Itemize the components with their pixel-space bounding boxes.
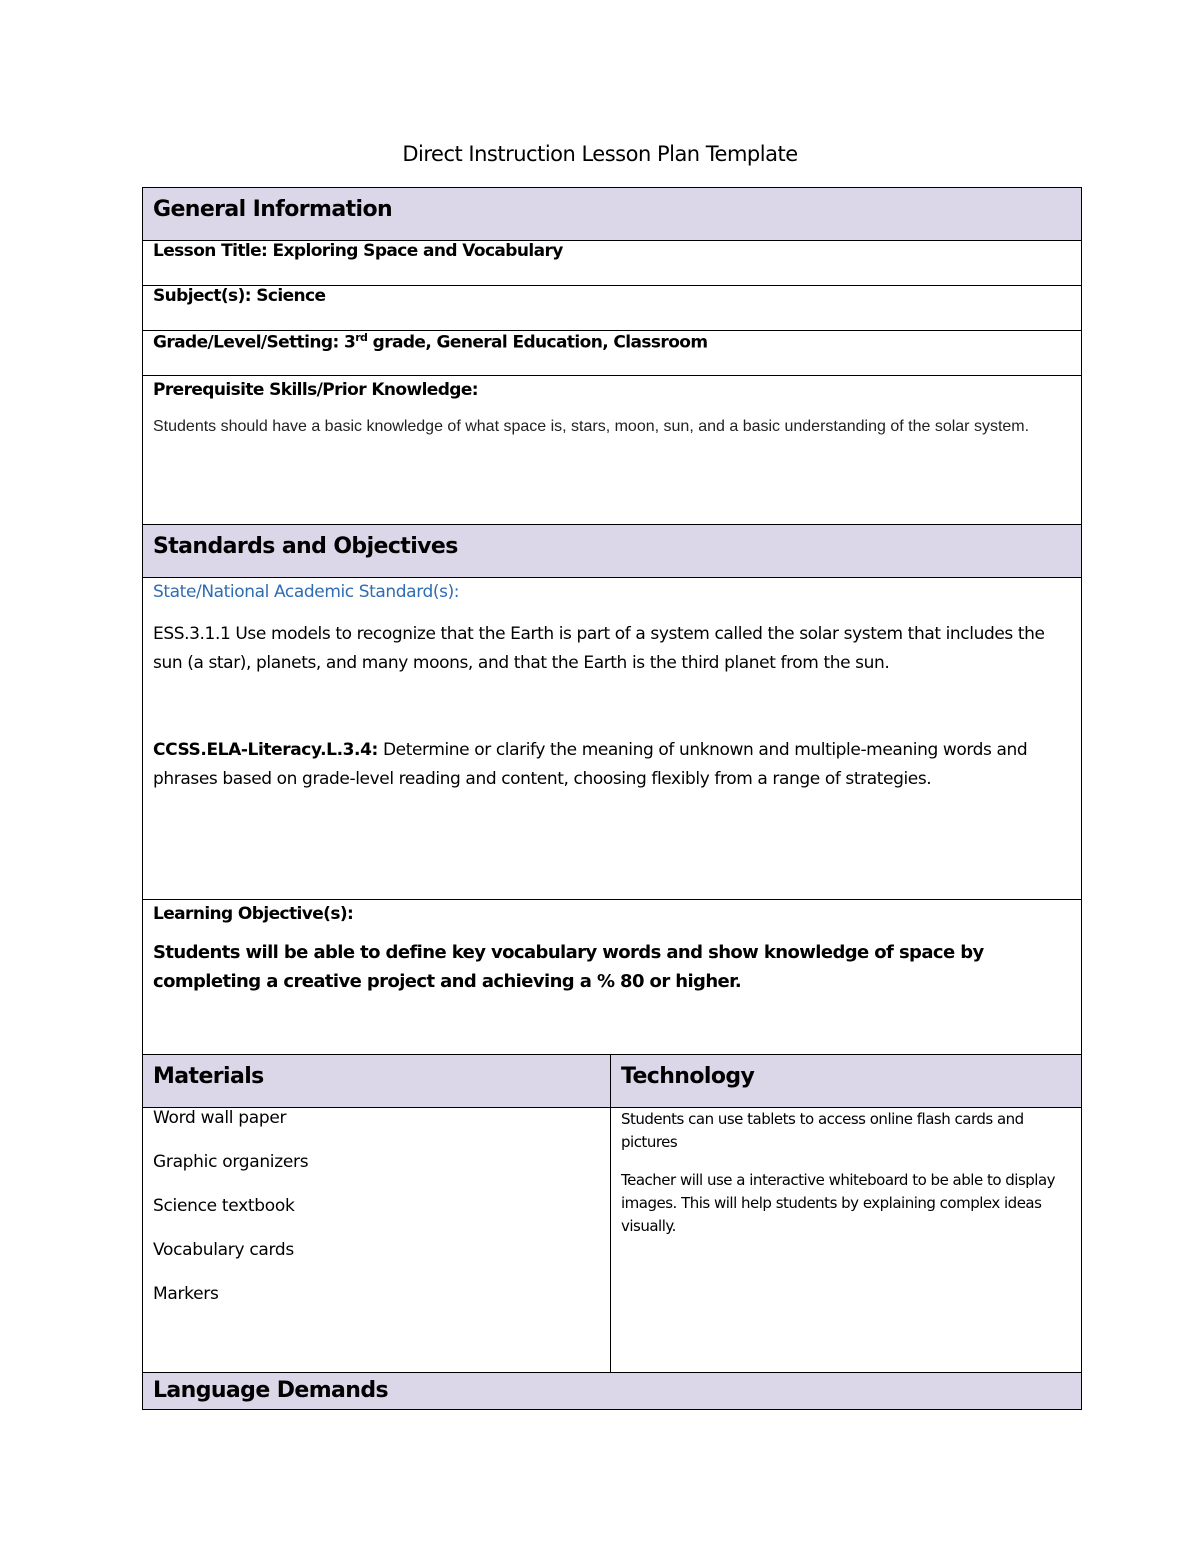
- grade-superscript: rd: [355, 331, 368, 344]
- general-information-header-row: [143, 188, 1082, 241]
- technology-cell: [611, 1108, 1082, 1373]
- objective-text: Students will be able to define key vocabulary words and show knowledge of space by completing a creative project and achieving a % 80 or higher.: [153, 942, 984, 992]
- grade-row: [143, 331, 1082, 376]
- language-demands-header-row: [143, 1373, 1082, 1410]
- prerequisite-text: Students should have a basic knowledge of what space is, stars, moon, sun, and a basic understanding of the solar system.: [153, 418, 1030, 435]
- technology-heading: Technology: [611, 1055, 1082, 1108]
- standard-ccss: [153, 736, 1071, 794]
- prerequisite-cell: [143, 376, 1082, 525]
- materials-technology-header-row: [143, 1055, 1082, 1108]
- lesson-plan-table: [142, 187, 1082, 1410]
- materials-cell: [143, 1108, 611, 1373]
- standard-ccss-text: Determine or clarify the meaning of unknown and multiple-meaning words and phrases based on grade-level reading and content, choosing flexibly from a range of strategies.: [153, 740, 1028, 789]
- standards-cell: [143, 578, 1082, 900]
- material-item: Word wall paper: [153, 1108, 287, 1128]
- objectives-cell: [143, 900, 1082, 1055]
- materials-technology-row: [143, 1108, 1082, 1373]
- material-item: Markers: [153, 1284, 219, 1304]
- grade-prefix: Grade/Level/Setting: 3: [153, 332, 356, 353]
- general-information-heading: General Information: [143, 188, 1082, 241]
- lesson-title-row: [143, 241, 1082, 286]
- standard-ess: ESS.3.1.1 Use models to recognize that the Earth is part of a system called the solar system that includes the sun (a star), planets, and many moons, and that the Earth is the third planet from the sun.: [153, 624, 1045, 673]
- prerequisite-label: Prerequisite Skills/Prior Knowledge:: [153, 380, 478, 400]
- technology-text-1: Students can use tablets to access online flash cards and pictures: [621, 1110, 1024, 1151]
- objectives-row: [143, 900, 1082, 1055]
- objective-label: Learning Objective(s):: [153, 904, 354, 924]
- materials-heading: Materials: [143, 1055, 611, 1108]
- subjects: Subject(s): Science: [143, 286, 1082, 331]
- standards-heading: Standards and Objectives: [143, 525, 1082, 578]
- standards-header-row: [143, 525, 1082, 578]
- standards-row: [143, 578, 1082, 900]
- subjects-row: [143, 286, 1082, 331]
- material-item: Vocabulary cards: [153, 1240, 294, 1260]
- standards-label: State/National Academic Standard(s):: [153, 582, 460, 602]
- material-item: Science textbook: [153, 1196, 295, 1216]
- prerequisite-row: [143, 376, 1082, 525]
- language-demands-heading: Language Demands: [143, 1373, 1082, 1410]
- material-item: Graphic organizers: [153, 1152, 309, 1172]
- document-title: Direct Instruction Lesson Plan Template: [402, 142, 798, 166]
- technology-text-2: Teacher will use a interactive whiteboard to be able to display images. This will help students by explaining complex ideas visually.: [621, 1171, 1056, 1235]
- grade-suffix: grade, General Education, Classroom: [367, 332, 708, 353]
- standard-ccss-code: CCSS.ELA-Literacy.L.3.4:: [153, 740, 378, 760]
- lesson-title: Lesson Title: Exploring Space and Vocabulary: [143, 241, 1082, 286]
- grade-level-setting: [143, 331, 1082, 376]
